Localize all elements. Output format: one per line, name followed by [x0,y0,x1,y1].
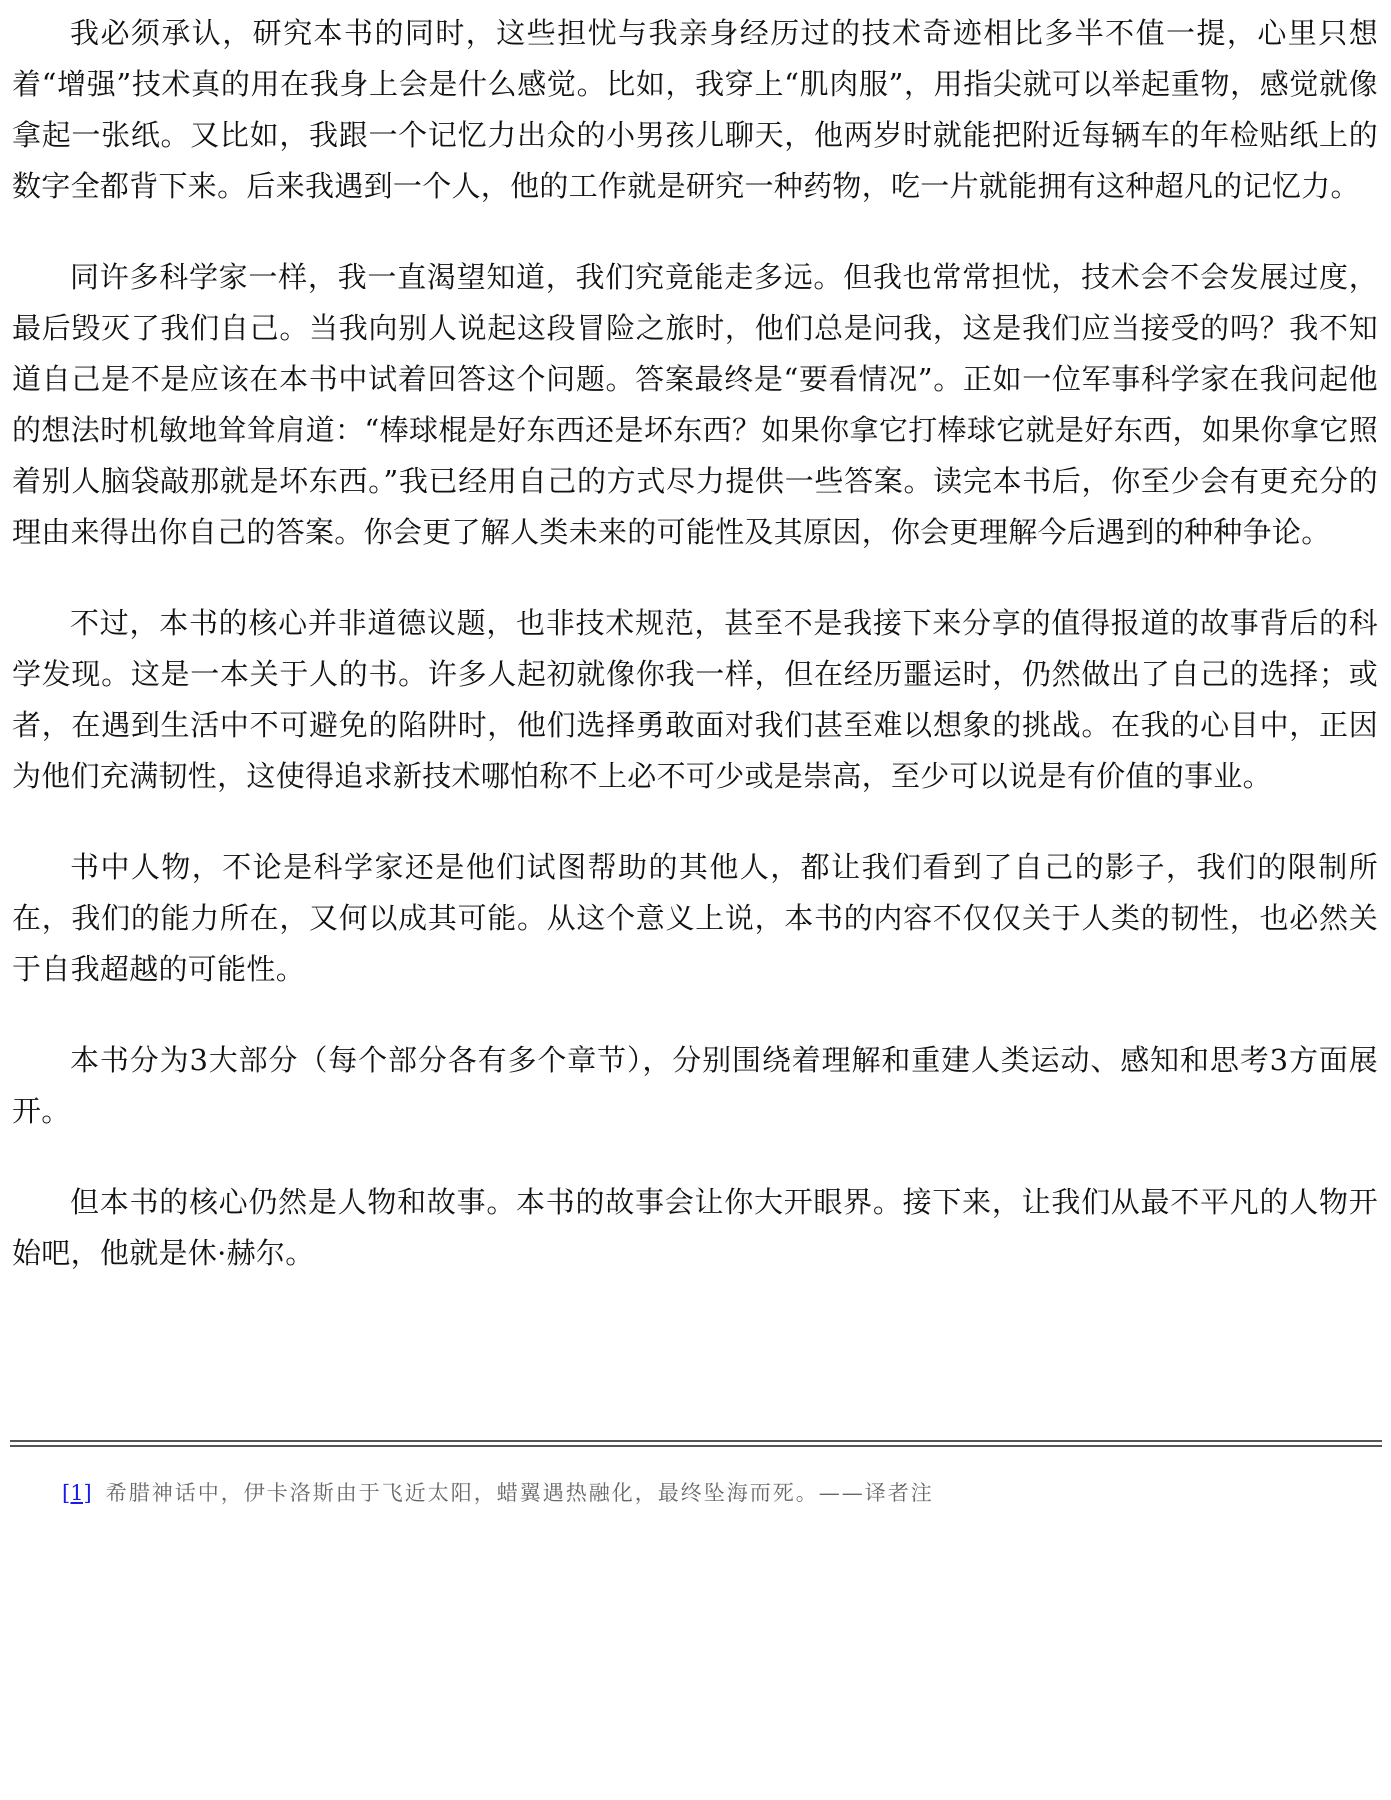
paragraph: 同许多科学家一样，我一直渴望知道，我们究竟能走多远。但我也常常担忧，技术会不会发展过度，最后毁灭了我们自己。当我向别人说起这段冒险之旅时，他们总是问我，这是我们应当接受的吗？我不知道自己是不是应该在本书中试着回答这个问题。答案最终是“要看情况”。正如一位军事科学家在我问起他的想法时机敏地耸耸肩道：“棒球棍是好东西还是坏东西？如果你拿它打棒球它就是好东西，如果你拿它照着别人脑袋敲那就是坏东西。”我已经用自己的方式尽力提供一些答案。读完本书后，你至少会有更充分的理由来得出你自己的答案。你会更了解人类未来的可能性及其原因，你会更理解今后遇到的种种争论。 [12,260,1378,549]
paragraph: 书中人物，不论是科学家还是他们试图帮助的其他人，都让我们看到了自己的影子，我们的限制所在，我们的能力所在，又何以成其可能。从这个意义上说，本书的内容不仅仅关于人类的韧性，也必然关于自我超越的可能性。 [12,850,1378,986]
paragraph: 本书分为3大部分（每个部分各有多个章节），分别围绕着理解和重建人类运动、感知和思考3方面展开。 [12,1043,1378,1128]
footnote-ref-link[interactable]: [1] [62,1481,92,1505]
paragraph: 但本书的核心仍然是人物和故事。本书的故事会让你大开眼界。接下来，让我们从最不平凡的人物开始吧，他就是休·赫尔。 [12,1185,1378,1270]
footnote [62,1478,1342,1508]
footnote-text: 希腊神话中，伊卡洛斯由于飞近太阳，蜡翼遇热融化，最终坠海而死。——译者注 [105,1481,934,1505]
footnote-separator [10,1440,1382,1447]
body-text [12,8,1378,1279]
paragraph: 不过，本书的核心并非道德议题，也非技术规范，甚至不是我接下来分享的值得报道的故事背后的科学发现。这是一本关于人的书。许多人起初就像你我一样，但在经历噩运时，仍然做出了自己的选择；或者，在遇到生活中不可避免的陷阱时，他们选择勇敢面对我们甚至难以想象的挑战。在我的心目中，正因为他们充满韧性，这使得追求新技术哪怕称不上必不可少或是崇高，至少可以说是有价值的事业。 [12,606,1378,793]
paragraph: 我必须承认，研究本书的同时，这些担忧与我亲身经历过的技术奇迹相比多半不值一提，心里只想着“增强”技术真的用在我身上会是什么感觉。比如，我穿上“肌肉服”，用指尖就可以举起重物，感觉就像拿起一张纸。又比如，我跟一个记忆力出众的小男孩儿聊天，他两岁时就能把附近每辆车的年检贴纸上的数字全都背下来。后来我遇到一个人，他的工作就是研究一种药物，吃一片就能拥有这种超凡的记忆力。 [12,16,1378,203]
